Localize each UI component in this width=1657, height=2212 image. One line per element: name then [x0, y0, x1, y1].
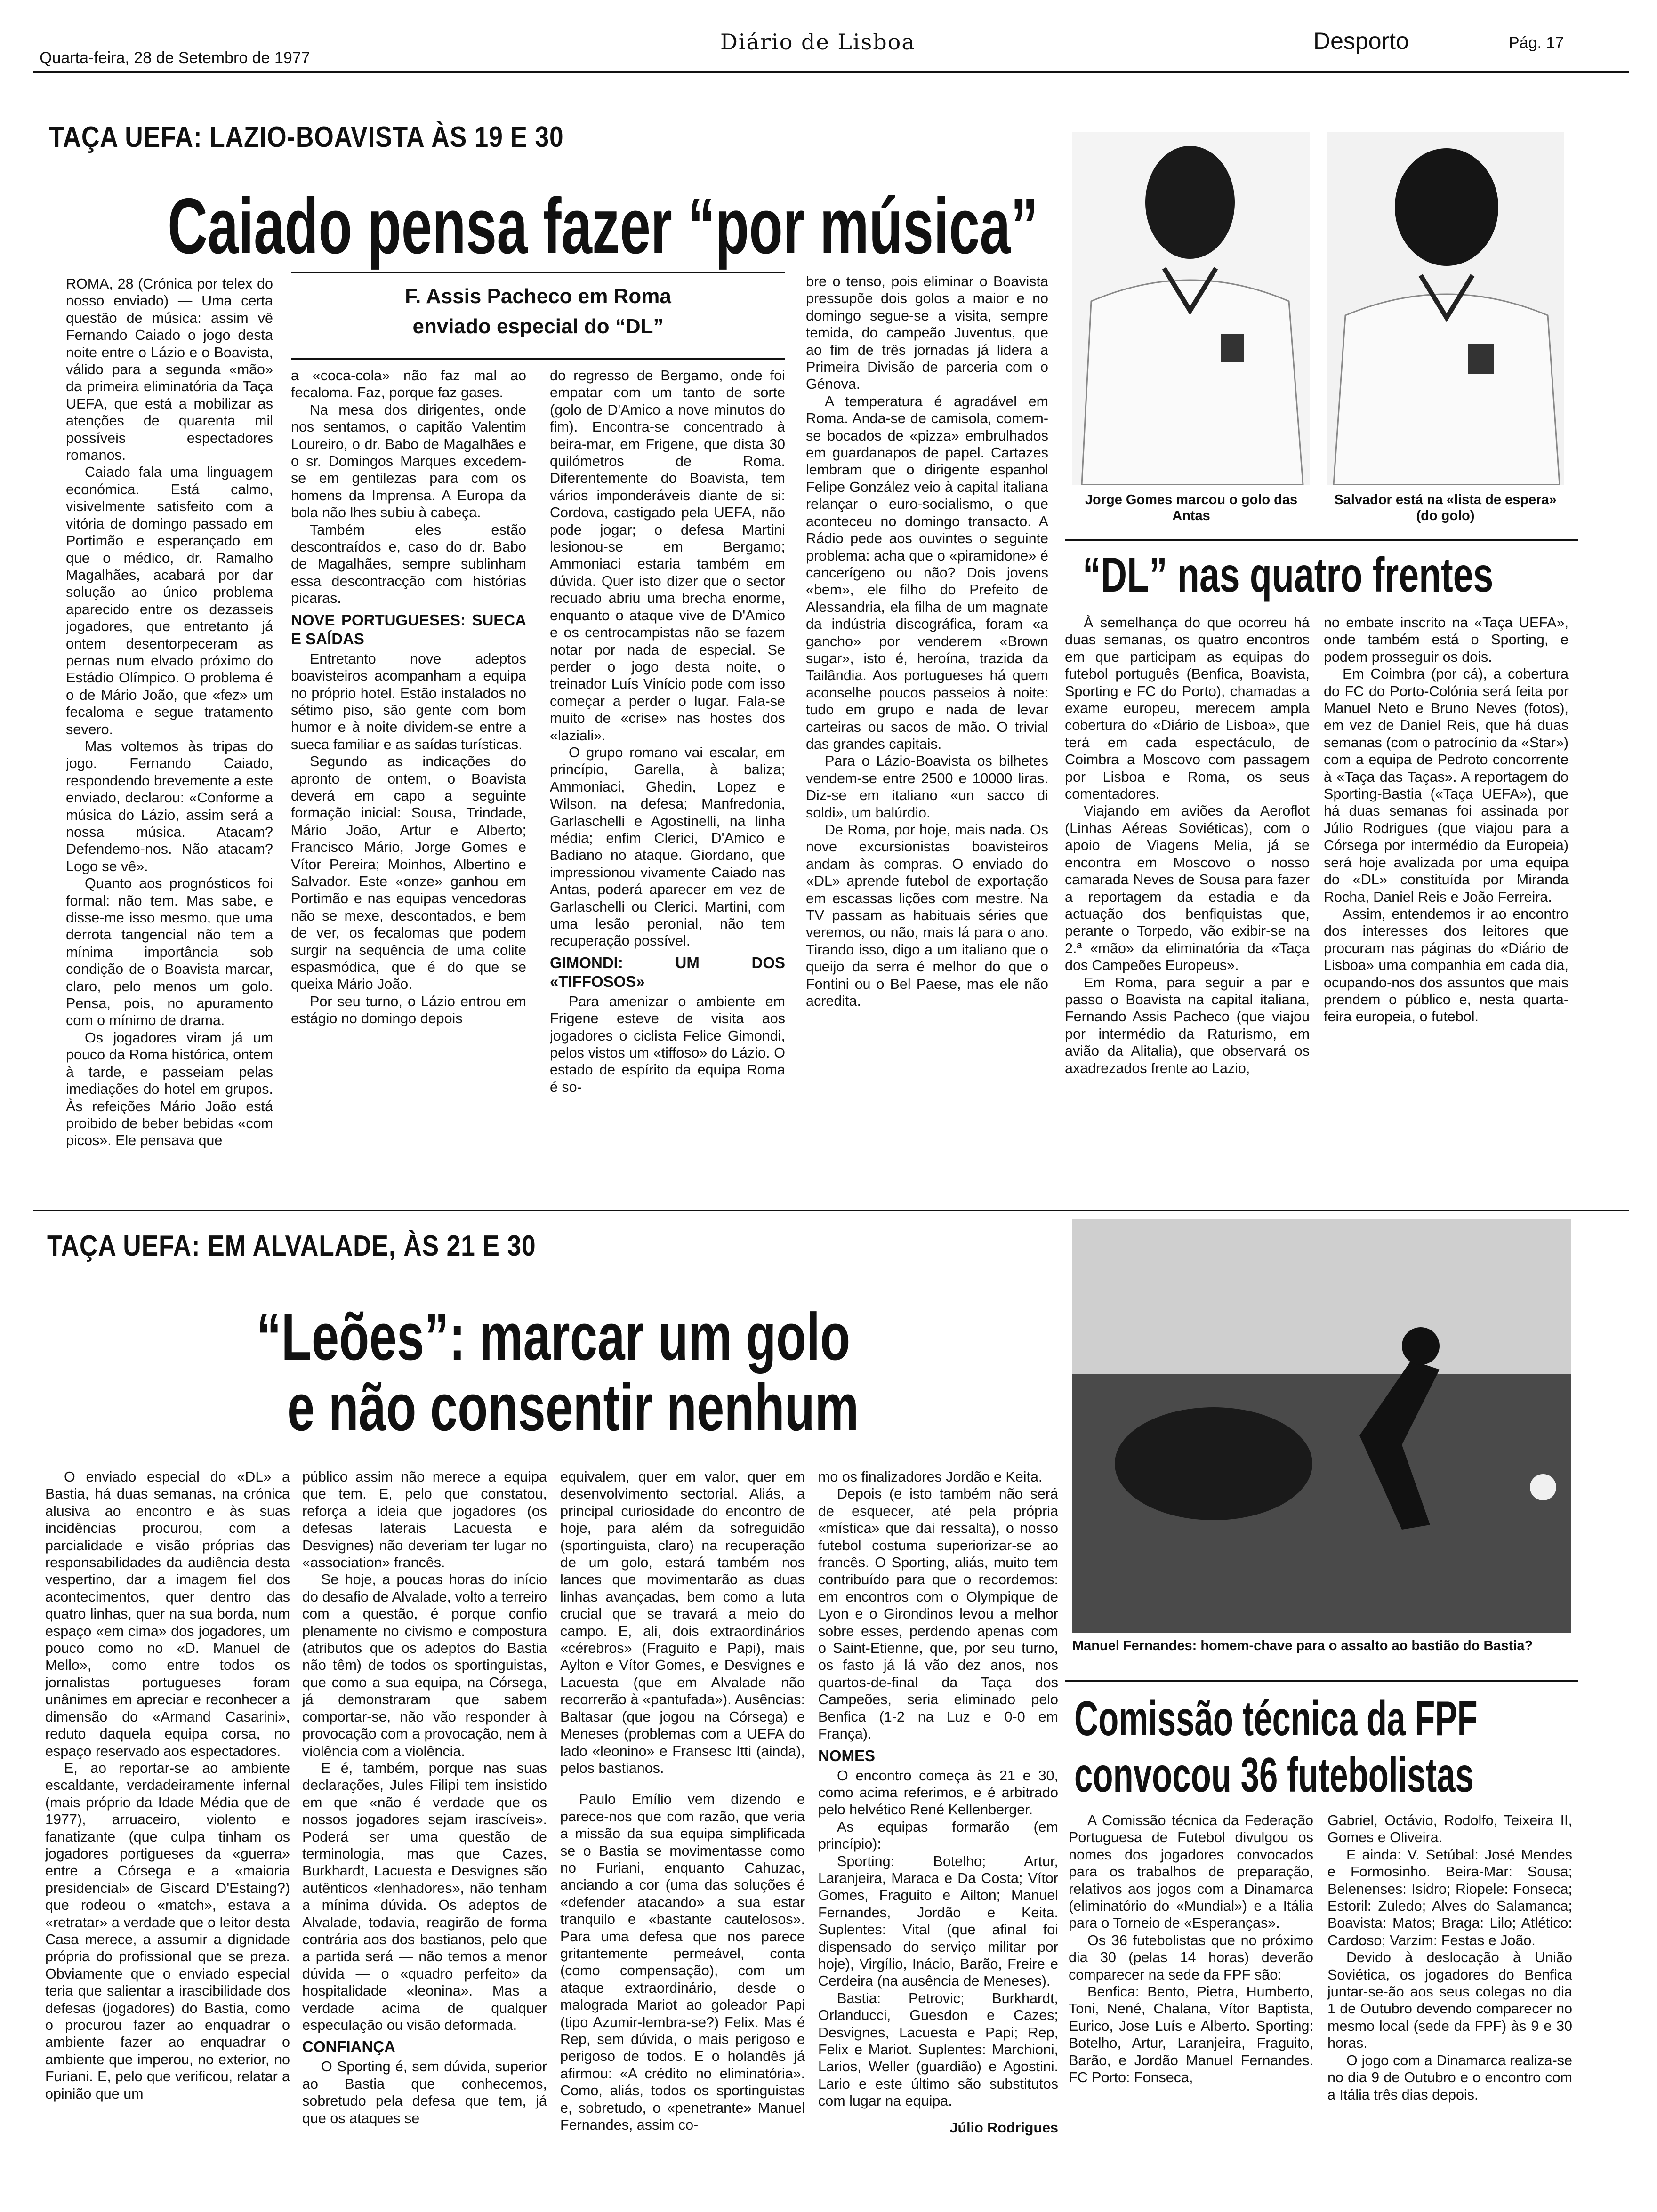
story4-rule: [1065, 1680, 1578, 1682]
story1-paragraph: Os jogadores viram já um pouco da Roma histórica, ontem à tarde, e passeiam pelas imediações do hotel em grupos. Às refeições Mário João está proibido de beber bebidas «com picos». Ele pensava que: [66, 1029, 273, 1149]
masthead: Diário de Lisboa: [720, 29, 916, 55]
story4-headline-line2: convocou 36 futebolistas: [1074, 1748, 1474, 1803]
story1-byline-role: enviado especial do “DL”: [412, 315, 664, 338]
issue-date: Quarta-feira, 28 de Setembro de 1977: [40, 49, 310, 67]
story1-paragraph: Por seu turno, o Lázio entrou em estágio no domingo depois: [291, 993, 526, 1027]
story1-paragraph: Também eles estão descontraídos e, caso do dr. Babo de Magalhães, sempre sublinham essa descontracção com histórias picaras.: [291, 521, 526, 607]
photo-jorge-gomes: [1072, 132, 1310, 485]
story2-paragraph: Assim, entendemos ir ao encontro dos interesses dos leitores que procuram nas páginas do «Diário de Lisboa» uma companhia em cada dia, ocupando-nos dos assuntos que mais prendem o público e, nesta quarta-feira europeia, o futebol.: [1324, 906, 1569, 1025]
story2-paragraph: Viajando em aviões da Aeroflot (Linhas Aéreas Soviéticas), com o apoio de Viagens Melia, já se encontra em Moscovo o nosso camarada Neves de Sousa para fazer a reportagem da estadia e da actuação dos benfiquistas que, perante o Torpedo, vão exibir-se na 2.ª «mão» da eliminatória da «Taça dos Campeões Europeus».: [1065, 803, 1310, 974]
story1-column-4: [806, 273, 1048, 1198]
story3-paragraph: E, ao reportar-se ao ambiente escaldante, verdadeiramente infernal (mais próprio da Idade Média que de 1977), arruaceiro, violento e fanatizante (que culpa tinham os jogadores portigueses da «guerra» entre a Córsega e a «maioria presidencial» de Giscard D'Estaing?) que rodeou o «match», estava a «retratar» a verdade que o leitor desta Casa merece, a assumir a dignidade própria do profissional que se preza. Obviamente que o enviado especial teria que salientar a irascibilidade dos defesas (jogadores) do Bastia, como o procurou fazer ao enquadrar o ambiente fazer ao enquadrar o ambiente que imperou, no exterior, no Furiani. E, pelo que verificou, relatar a opinião que um: [45, 1760, 290, 2102]
story4-paragraph: Os 36 futebolistas que no próximo dia 30 (pelas 14 horas) deverão comparecer na sede da FPF são:: [1069, 1932, 1313, 1983]
header-rule: [33, 71, 1629, 73]
story1-paragraph: bre o tenso, pois eliminar o Boavista pressupõe dois golos a maior e no domingo segue-se a visita, sempre temida, do campeão Juventus, que ao fim de três jornadas já lidera a Primeira Divisão de parceria com o Génova.: [806, 273, 1048, 393]
story2-column-1: [1065, 614, 1310, 1198]
story4-paragraph: O jogo com a Dinamarca realiza-se no dia 9 de Outubro e o encontro com a Itália três dias depois.: [1327, 2052, 1572, 2103]
story1-column-1: [66, 275, 273, 1198]
caption-jorge-gomes: Jorge Gomes marcou o golo das Antas: [1085, 492, 1298, 523]
story3-paragraph: Sporting: Botelho; Artur, Laranjeira, Maraca e Da Costa; Vítor Gomes, Fraguito e Ailton; Manuel Fernandes, Jordão e Keita. Suplentes: Vital (que afinal foi dispensado do serviço militar por hoje), Virgílio, Inácio, Barão, Freire e Cerdeira (na ausência de Meneses).: [818, 1853, 1058, 1989]
story1-paragraph: Caiado fala uma linguagem económica. Está calmo, visivelmente satisfeito com a vitória de domingo passado em Portimão e esperançado em que o médico, dr. Ramalho Magalhães, acabará por dar solução ao único problema aparecido entre os dezasseis jogadores, que entretanto já ontem desentorpeceram as pernas num elvado próximo do Estádio Olímpico. O problema é o de Mário João, que «fez» um fecaloma e segue tratamento severo.: [66, 464, 273, 737]
story3-paragraph: O Sporting é, sem dúvida, superior ao Bastia que conhecemos, sobretudo pela defesa que tem, já que os ataques se: [302, 2059, 547, 2126]
story1-paragraph: O grupo romano vai escalar, em princípio, Garella, à baliza; Ammoniaci, Ghedin, Lopez e Wilson, na defesa; Manfredonia, Garlaschelli e Agostinelli, na linha média; enfim Clerici, D'Amico e Badiano no ataque. Giordano, que impressionou vivamente Caiado nas Antas, poderá aparecer em vez de Garlaschelli ou Clerici. Martini, com uma lesão peronial, não tem recuperação possível.: [550, 744, 785, 949]
story3-paragraph: E é, também, porque nas suas declarações, Jules Filipi tem insistido em que «não é verdade que os nossos jogadores sejam irascíveis». Poderá ser uma questão de terminologia, mas que Cazes, Burkhardt, Lacuesta e Desvignes são autênticos «lenhadores», não tenham a mínima dúvida. Os adeptos de Alvalade, todavia, reagirão de forma contrária aos dos bastianos, pelo que a partida será — não temos a menor dúvida — o «quadro perfeito» da hospitalidade «leonina». Mas a verdade acima de qualquer especulação ou visão deformada.: [302, 1760, 547, 2033]
story3-subhead: CONFIANÇA: [302, 2038, 395, 2056]
player-portrait-icon: [1072, 132, 1310, 485]
story4-paragraph: A Comissão técnica da Federação Portuguesa de Futebol divulgou os nomes dos jogadores convocados para os trabalhos de preparação, relativos aos jogos com a Dinamarca (eliminatório do «Mundial») e a Itália para o Torneio de «Esperanças».: [1069, 1812, 1313, 1931]
story3-subhead: NOMES: [818, 1747, 876, 1764]
section-name: Desporto: [1313, 28, 1409, 54]
page-number: Pág. 17: [1509, 34, 1564, 52]
story3-kicker: TAÇA UEFA: EM ALVALADE, ÀS 21 E 30: [47, 1230, 536, 1262]
story1-paragraph: A temperatura é agradável em Roma. Anda-se de camisola, comem-se bocados de «pizza» embrulhados em guardanapos de papel. Cartazes lembram que o dirigente espanhol Felipe González veio à capital italiana relançar o euro-socialismo, o que aconteceu no domingo transacto. A Rádio pede aos ouvintes o seguinte problema: acha que o «piramidone» é cancerígeno ou não? Dois jovens «bem», ele filho do Prefeito de Alessandria, ela filha de um magnate da indústria discográfica, foram «a gancho» por venderem «Brown sugar», isto é, heroína, trazida da Tailândia. Aos portugueses há quem aconselhe poucos passeios à noite: tudo em grupo e nada de levar carteiras ou sacos de mão. O trivial das grandes capitais.: [806, 393, 1048, 752]
story3-column-2: [302, 1468, 547, 2193]
story1-paragraph: ROMA, 28 (Crónica por telex do nosso enviado) — Uma certa questão de música: assim vê Fernando Caiado o jogo desta noite entre o Lázio e o Boavista, válido para a segunda «mão» da primeira eliminatória da Taça UEFA, que está a mobilizar as atenções de quarenta mil possíveis espectadores romanos.: [66, 276, 273, 464]
story3-headline-line1: “Leões”: marcar um golo: [257, 1299, 851, 1374]
story4-headline-line1: Comissão técnica da FPF: [1074, 1691, 1478, 1746]
story3-paragraph: Paulo Emílio vem dizendo e parece-nos que com razão, que veria a missão da sua equipa simplificada se o Bastia se movimentasse como no Furiani, enquanto Cahuzac, anciando a cor (uma das soluções é «defender atacando» a sua estar tranquilo e «bastante cautelosos». Para uma defesa que nos parece gritantemente permeável, conta (como compensação), com um ataque extraordinário, desde o malograda Mariot ao goleador Papi (tipo Azumir-lembra-se?) Felix. Mas é Rep, sem dúvida, o mais perigoso e perigoso de todos. E o holandês já afirmou: «A crédito no eliminatória». Como, aliás, todos os sportinguistas e, sobretudo, o «penetrante» Manuel Fernandes, assim co-: [560, 1791, 805, 2133]
story2-paragraph: À semelhança do que ocorreu há duas semanas, os quatro encontros em que participam as equipas do futebol português (Benfica, Boavista, Sporting e FC do Porto), chamadas a exame europeu, merecem ampla cobertura do «Diário de Lisboa», que terá em cada espectáculo, de Coimbra a Moscovo com passagem por Lisboa e Roma, os seus comentadores.: [1065, 615, 1310, 802]
story1-paragraph: Segundo as indicações do apronto de ontem, o Boavista deverá em capo a seguinte formação inicial: Sousa, Trindade, Mário João, Artur e Alberto; Francisco Mário, Jorge Gomes e Vítor Pereira; Moinhos, Albertino e Salvador. Este «onze» ganhou em Portimão e nas equipas vencedoras não se mexe, descontados, e bem de ver, os fecalomas que podem surgir na sequência de uma colite espasmódica, que é do que se queixa Mário João.: [291, 753, 526, 993]
story1-subhead: GIMONDI: UM DOS «TIFFOSOS»: [550, 954, 785, 990]
story1-column-3: [550, 367, 785, 1198]
story1-paragraph: Mas voltemos às tripas do jogo. Fernando Caiado, respondendo brevemente a este enviado, declarou: «Conforme a música do Lázio, assim será a nossa música. Atacam? Defendemo-nos. Não atacam? Logo se vê».: [66, 738, 273, 874]
story1-subhead: NOVE PORTUGUESES: SUECA E SAÍDAS: [291, 611, 526, 648]
caption-manuel-fernandes: Manuel Fernandes: homem-chave para o assalto ao bastião do Bastia?: [1072, 1638, 1533, 1653]
story3-byline: Júlio Rodrigues: [949, 2119, 1058, 2136]
page-divider: [33, 1210, 1629, 1211]
story2-column-2: [1324, 614, 1569, 1198]
story3-paragraph: As equipas formarão (em princípio):: [818, 1819, 1058, 1852]
football-action-icon: [1072, 1219, 1571, 1633]
story1-paragraph: Para o Lázio-Boavista os bilhetes vendem-se entre 2500 e 10000 liras. Diz-se em italiano «un sacco di soldi», um balúrdio.: [806, 753, 1048, 821]
story4-paragraph: Devido à deslocação à União Soviética, os jogadores do Benfica juntar-se-ão aos seus colegas no dia 1 de Outubro devendo comparecer no mesmo local (sede da FPF) às 9 e 30 horas.: [1327, 1949, 1572, 2052]
story2-headline: “DL” nas quatro frentes: [1083, 548, 1494, 602]
story2-rule: [1065, 539, 1578, 541]
story2-paragraph: Em Coimbra (por cá), a cobertura do FC do Porto-Colónia será feita por Manuel Neto e Bruno Neves (fotos), em vez de Daniel Reis, que há duas semanas (com o patrocínio da «Star») com a equipa de Pedroto concorrente à «Taça das Taças». A reportagem do Sporting-Bastia («Taça UEFA»), que há duas semanas foi assinada por Júlio Rodrigues (que viajou para a Córsega por intermédio da Europeia) será hoje avalizada por uma equipa do «DL» constituída por Miranda Rocha, Daniel Reis e João Ferreira.: [1324, 666, 1569, 905]
story3-paragraph: equivalem, quer em valor, quer em desenvolvimento sectorial. Aliás, a principal curiosidade do encontro de hoje, para além da sofreguidão (sportinguista, claro) na recuperação de um golo, estará também nos lances que movimentarão as duas linhas avançadas, bem como a luta crucial que se travará a meio do campo. E, ali, dois extraordinários «cérebros» (Fraguito e Papi), mais Aylton e Vítor Gomes, e Desvignes e Lacuesta (que em Alvalade não recorrerão à «pantufada»). Ausências: Baltasar (que jogou na Córsega) e Meneses (problemas com a UEFA do lado «leonino» e Fransesc Itti (ainda), pelos bastianos.: [560, 1469, 805, 1776]
story2-paragraph: no embate inscrito na «Taça UEFA», onde também está o Sporting, e podem prosseguir os dois.: [1324, 615, 1569, 665]
story4-paragraph: Benfica: Bento, Pietra, Humberto, Toni, Nené, Chalana, Vítor Baptista, Eurico, Jose Luís e Alberto. Sporting: Botelho, Artur, Laranjeira, Fraguito, Barão, e Jordão Manuel Fernandes. FC Porto: Fonseca,: [1069, 1984, 1313, 2086]
story3-column-4: [818, 1468, 1058, 2193]
story4-column-1: [1069, 1812, 1313, 2193]
photo-manuel-fernandes: [1072, 1219, 1571, 1633]
story3-column-1: [45, 1468, 290, 2193]
story1-byline-box: [291, 272, 785, 360]
story4-column-2: [1327, 1812, 1572, 2193]
story2-paragraph: Em Roma, para seguir a par e passo o Boavista na capital italiana, Fernando Assis Pacheco (que viajou por intermédio da Raturismo, em avião da Alitalia), que observará os axadrezados frente ao Lazio,: [1065, 974, 1310, 1076]
story3-paragraph: mo os finalizadores Jordão e Keita.: [818, 1469, 1043, 1485]
story1-column-2: [291, 367, 526, 1198]
story1-paragraph: do regresso de Bergamo, onde foi empatar com um tanto de sorte (golo de D'Amico a nove minutos do fim). Encontra-se concentrado à beira-mar, em Frigene, que dista 30 quilómetros de Roma. Diferentemente do Boavista, tem vários imponderáveis diante de si: Cordova, castigado pela UEFA, não pode jogar; o defesa Martini lesionou-se em Bergamo; Ammoniaci estaria também em dúvida. Quer isto dizer que o sector recuado abriu uma brecha enorme, enquanto o ataque vive de D'Amico e os centrocampistas não se fazem notar por nada de especial. Se perder o jogo desta noite, o treinador Luís Vinício pode com isso começar a perder o lugar. Fala-se muito de «crise» nas hostes dos «laziali».: [550, 368, 785, 744]
player-portrait-icon: [1327, 132, 1564, 485]
story3-column-3: [560, 1468, 805, 2193]
story3-paragraph: Se hoje, a poucas horas do início do desafio de Alvalade, volto a terreiro com a questão, é porque confio plenamente no civismo e compostura (atributos que os adeptos do Bastia não têm) de todos os sportinguistas, que como a sua equipa, na Córsega, já demonstraram que sabem comportar-se, não vão responder à provocação com a provocação, nem à violência com a violência.: [302, 1571, 547, 1759]
story3-paragraph: Depois (e isto também não será de esquecer, até pela própria «mística» que dai ressalta), o nosso futebol costuma superiorizar-se ao francês. O Sporting, aliás, muito tem contribuído para que o recordemos: em encontros com o Olympique de Lyon e o Girondinos levou a melhor sobre esses, perdendo apenas com o Saint-Etienne, que, por seu turno, os fasto já lá vão dez anos, nos quartos-de-final da Taça dos Campeões, seria eliminado pelo Benfica (1-2 na Luz e 0-0 em França).: [818, 1486, 1058, 1742]
story1-headline: Caiado pensa fazer “por música”: [168, 182, 1038, 270]
story1-paragraph: Na mesa dos dirigentes, onde nos sentamos, o capitão Valentim Loureiro, o dr. Babo de Magalhães e o sr. Domingos Marques excedem-se em gentilezas para com os homens da Imprensa. A Europa da bola não lhes subiu à cabeça.: [291, 401, 526, 521]
story3-paragraph: Bastia: Petrovic; Burkhardt, Orlanducci, Guesdon e Cazes; Desvignes, Lacuesta e Papi; Rep, Felix e Mariot. Suplentes: Marchioni, Larios, Weller (guardião) e Agostini. Lario e este último são substitutos com lugar na equipa.: [818, 1990, 1058, 2109]
story1-kicker: TAÇA UEFA: LAZIO-BOAVISTA ÀS 19 E 30: [49, 121, 564, 153]
story1-paragraph: Entretanto nove adeptos boavisteiros acompanham a equipa no próprio hotel. Estão instalados no sétimo piso, são gente com bom humor e à noite dividem-se entre a sueca familiar e as saídas turísticas.: [291, 650, 526, 753]
story4-paragraph: Gabriel, Octávio, Rodolfo, Teixeira II, Gomes e Oliveira.: [1327, 1812, 1572, 1846]
story1-paragraph: Para amenizar o ambiente em Frigene esteve de visita aos jogadores o ciclista Felice Gimondi, pelos vistos um «tiffoso» do Lázio. O estado de espírito da equipa Roma é so-: [550, 993, 785, 1095]
story4-paragraph: E ainda: V. Setúbal: José Mendes e Formosinho. Beira-Mar: Sousa; Belenenses: Isidro; Riopele: Fonseca; Estoril: Zuledo; Alves do Salamanca; Boavista: Matos; Braga: Lilo; Atlético: Cardoso; Varzim: Festas e João.: [1327, 1846, 1572, 1948]
story3-paragraph: O encontro começa às 21 e 30, como acima referimos, e é arbitrado pelo helvético René Kellenberger.: [818, 1767, 1058, 1818]
story3-paragraph: O enviado especial do «DL» a Bastia, há duas semanas, na crónica alusiva ao encontro e às suas incidências procurou, com a parcialidade e visão próprias das responsabilidades da audiência desta vespertino, dar a imagem fiel dos acontecimentos, quer dentro das quatro linhas, quer na sua borda, num espaço «em cima» dos jogadores, um pouco como no «D. Manuel de Mello», como entre todos os jornalistas portugueses foram unânimes em apreciar e reconhecer a dimensão do «Armand Casarini», reduto daquela equipa corsa, no espaço reservado aos espectadores.: [45, 1469, 290, 1759]
photo-salvador: [1327, 132, 1564, 485]
story1-paragraph: Quanto aos prognósticos foi formal: não tem. Mas sabe, e disse-me isso mesmo, que uma derrota tangencial não tem a mínima importância sob condição de o Boavista marcar, claro, pelo menos um golo. Pensa, pois, no apuramento com o mínimo de drama.: [66, 875, 273, 1029]
story3-headline-line2: e não consentir nenhum: [287, 1370, 859, 1445]
caption-salvador: Salvador está na «lista de espera» (do golo): [1334, 492, 1557, 523]
story1-paragraph: De Roma, por hoje, mais nada. Os nove excursionistas boavisteiros andam às compras. O enviado do «DL» aprende futebol de exportação em escassas lições com mestre. Na TV passam as habituais séries que veremos, ou não, mais lá para o ano. Tirando isso, digo a um italiano que o queijo da serra é melhor do que o Fontini ou o Bel Paese, mas ele não acredita.: [806, 822, 1048, 1010]
story3-paragraph: público assim não merece a equipa que tem. E, pelo que constatou, reforça a ideia que jogadores (os defesas laterais Lacuesta e Desvignes) não deveriam ter lugar no «association» francês.: [302, 1469, 547, 1571]
story1-paragraph: a «coca-cola» não faz mal ao fecaloma. Faz, porque faz gases.: [291, 368, 526, 401]
story1-byline-name: F. Assis Pacheco em Roma: [405, 285, 671, 308]
